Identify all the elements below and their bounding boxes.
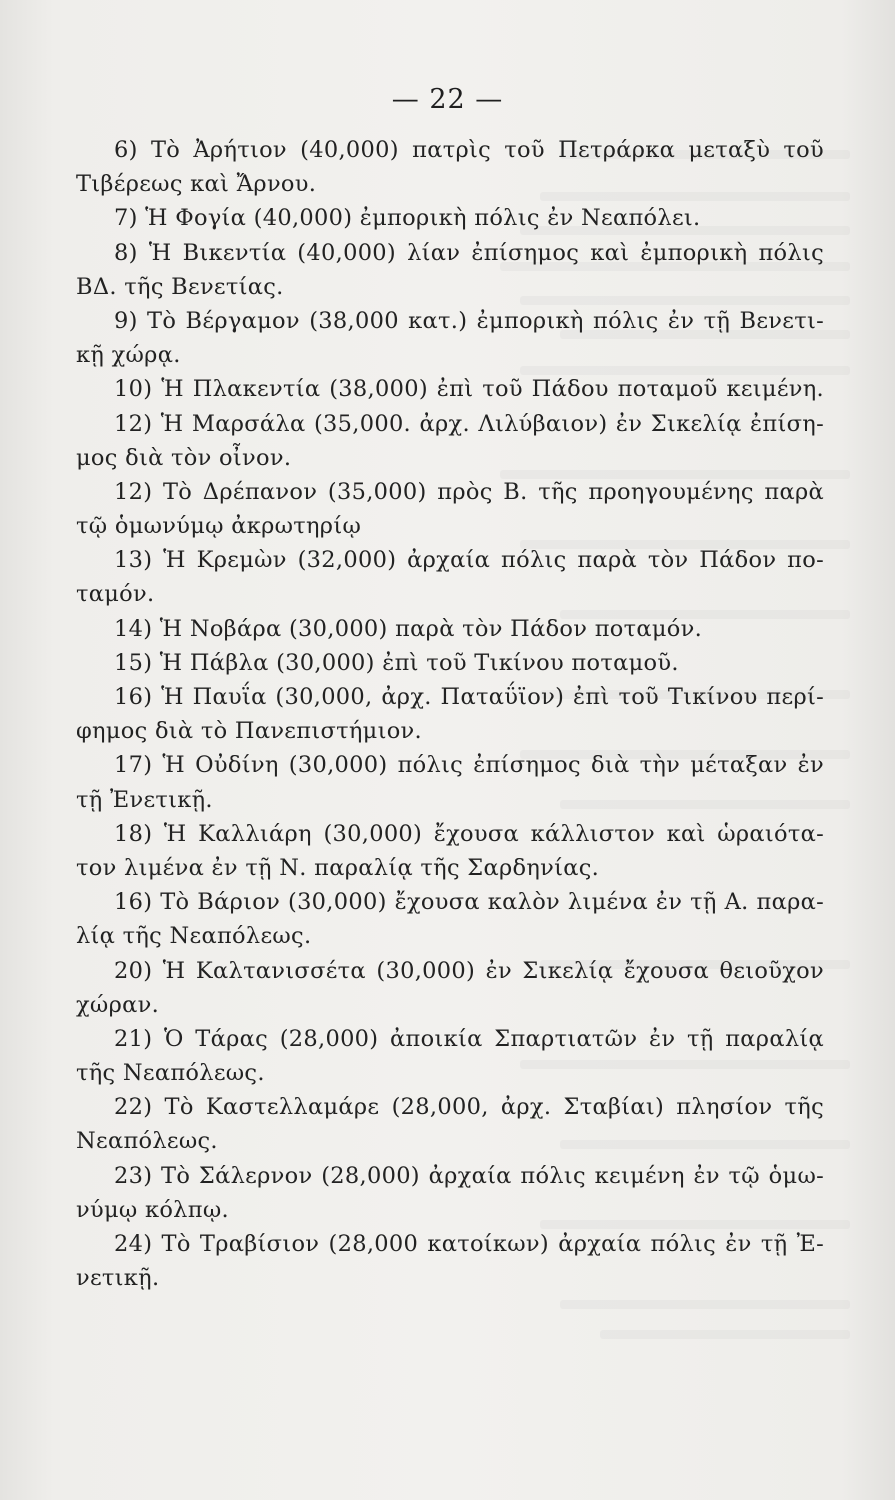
text-line: κῇ χώρᾳ. xyxy=(76,342,181,369)
text-line: 20) Ἡ Καλτανισσέτα (30,000) ἐν Σικελίᾳ ἔχουσα θειοῦχον xyxy=(114,957,824,984)
text-line: χώραν. xyxy=(76,991,160,1018)
text-line: Τιβέρεως καὶ Ἄρνου. xyxy=(76,171,317,198)
text-line: 21) Ὁ Τάρας (28,000) ἀποικία Σπαρτιατῶν ἐν τῇ παραλίᾳ xyxy=(114,1025,824,1052)
text-line: τῇ Ἐνετικῇ. xyxy=(76,786,213,813)
text-line: φημος διὰ τὸ Πανεπιστήμιον. xyxy=(76,718,422,745)
text-line: ταμόν. xyxy=(76,581,155,608)
text-line: νύμῳ κόλπῳ. xyxy=(76,1196,229,1223)
text-line: 13) Ἡ Κρεμὼν (32,000) ἀρχαία πόλις παρὰ τὸν Πάδον πο- xyxy=(114,547,824,574)
text-line: 17) Ἡ Οὐδίνη (30,000) πόλις ἐπίσημος διὰ τὴν μέταξαν ἐν xyxy=(114,752,824,779)
text-line: 8) Ἡ Βικεντία (40,000) λίαν ἐπίσημος καὶ ἐμπορικὴ πόλις xyxy=(114,239,824,266)
text-line: 10) Ἡ Πλακεντία (38,000) ἐπὶ τοῦ Πάδου ποταμοῦ κειμένη. xyxy=(114,376,824,403)
text-line: 16) Τὸ Βάριον (30,000) ἔχουσα καλὸν λιμένα ἐν τῇ Α. παρα- xyxy=(114,889,824,916)
text-line: 12) Τὸ Δρέπανον (35,000) πρὸς Β. τῆς προηγουμένης παρὰ xyxy=(114,478,824,505)
text-line: 7) Ἡ Φογία (40,000) ἐμπορικὴ πόλις ἐν Νεαπόλει. xyxy=(114,205,701,232)
text-line: λίᾳ τῆς Νεαπόλεως. xyxy=(76,923,312,950)
text-line: 14) Ἡ Νοβάρα (30,000) παρὰ τὸν Πάδον ποταμόν. xyxy=(114,615,703,642)
text-line: 23) Τὸ Σάλερνον (28,000) ἀρχαία πόλις κειμένη ἐν τῷ ὁμω- xyxy=(114,1162,824,1189)
text-line: 18) Ἡ Καλλιάρη (30,000) ἔχουσα κάλλιστον καὶ ὡραιότα- xyxy=(114,820,824,847)
text-line: τον λιμένα ἐν τῇ Ν. παραλίᾳ τῆς Σαρδηνίας. xyxy=(76,854,600,881)
text-line: μος διὰ τὸν οἶνον. xyxy=(76,444,292,471)
text-line: νετικῇ. xyxy=(76,1265,160,1292)
text-line: τῆς Νεαπόλεως. xyxy=(76,1060,265,1087)
text-line: ΒΔ. τῆς Βενετίας. xyxy=(76,273,284,300)
text-line: 12) Ἡ Μαρσάλα (35,000. ἀρχ. Λιλύβαιον) ἐν Σικελίᾳ ἐπίση- xyxy=(114,410,824,437)
text-line: 16) Ἡ Παυΐα (30,000, ἀρχ. Παταΰϊον) ἐπὶ τοῦ Τικίνου περί- xyxy=(114,684,824,710)
text-line: τῷ ὁμωνύμῳ ἀκρωτηρίῳ xyxy=(76,513,362,540)
text-line: 6) Τὸ Ἀρήτιον (40,000) πατρὶς τοῦ Πετράρκα μεταξὺ τοῦ xyxy=(114,137,824,163)
text-line: 15) Ἡ Πάβλα (30,000) ἐπὶ τοῦ Τικίνου ποταμοῦ. xyxy=(114,649,679,676)
page-number: — 22 — xyxy=(391,84,504,115)
text-line: 24) Τὸ Τραβίσιον (28,000 κατοίκων) ἀρχαία πόλις ἐν τῇ Ἐ- xyxy=(114,1231,824,1257)
text-line: 9) Τὸ Βέργαμον (38,000 κατ.) ἐμπορικὴ πόλις ἐν τῇ Βενετι- xyxy=(114,307,824,334)
text-line: Νεαπόλεως. xyxy=(76,1128,218,1155)
text-line: 22) Τὸ Καστελλαμάρε (28,000, ἀρχ. Σταβίαι) πλησίον τῆς xyxy=(114,1094,824,1121)
body-text xyxy=(76,133,824,1295)
